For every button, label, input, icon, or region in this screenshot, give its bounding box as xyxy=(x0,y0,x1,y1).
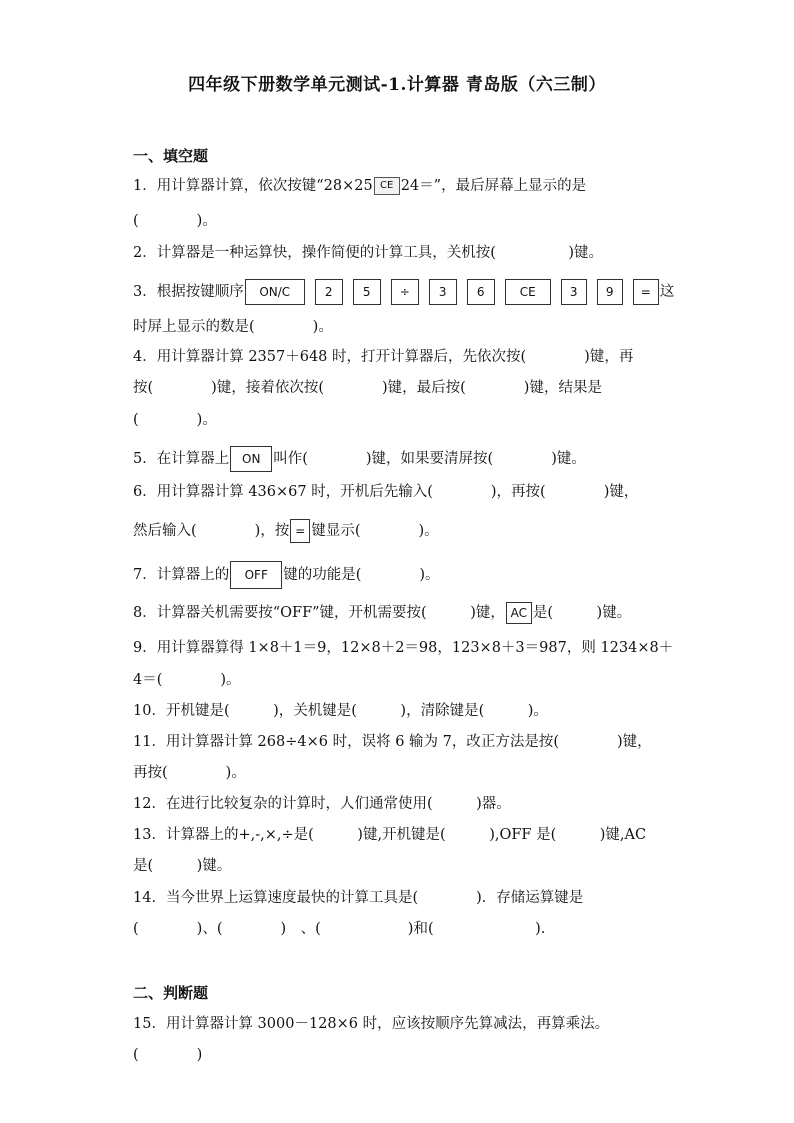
key-ac: AC xyxy=(506,602,532,624)
key-3: 3 xyxy=(429,279,457,305)
question-2: 2．计算器是一种运算快，操作简便的计算工具，关机按( )键。 xyxy=(133,245,604,261)
question-11-line1: 11．用计算器计算 268÷4×6 时，误将 6 输为 7，改正方法是按( )键， xyxy=(133,734,652,750)
key-equals-small: = xyxy=(290,519,310,543)
section-heading-true-false: 二、判断题 xyxy=(133,984,209,1002)
key-on-c: ON/C xyxy=(245,279,305,305)
question-12: 12．在进行比较复杂的计算时，人们通常使用( )器。 xyxy=(133,796,511,812)
question-13-line1: 13．计算器上的+,-,×,÷是( )键,开机键是( ),OFF 是( )键,AC xyxy=(133,827,647,843)
question-10: 10．开机键是( )，关机键是( )，清除键是( )。 xyxy=(133,703,548,719)
question-15: 15．用计算器计算 3000－128×6 时，应该按顺序先算减法，再算乘法。 xyxy=(133,1016,610,1032)
section-heading-fill-blank: 一、填空题 xyxy=(133,147,209,165)
question-3-cont: 时屏上显示的数是( )。 xyxy=(133,319,333,335)
question-4-line1: 4．用计算器计算 2357＋648 时，打开计算器后，先依次按( )键，再 xyxy=(133,349,634,365)
question-14-line1: 14．当今世界上运算速度最快的计算工具是( )．存储运算键是 xyxy=(133,890,584,906)
question-6-line2: 然后输入( )，按 = 键显示( )。 xyxy=(133,519,439,543)
question-6-line1: 6．用计算器计算 436×67 时，开机后先输入( )，再按( )键， xyxy=(133,484,639,500)
question-1: 1．用计算器计算，依次按键“28×25 CE 24＝”，最后屏幕上显示的是 xyxy=(133,178,587,194)
key-divide: ÷ xyxy=(391,279,419,305)
key-on: ON xyxy=(230,446,272,472)
key-3b: 3 xyxy=(561,279,587,305)
key-ce: CE xyxy=(505,279,551,305)
question-4-line2: 按( )键，接着依次按( )键，最后按( )键，结果是 xyxy=(133,380,602,396)
key-off: OFF xyxy=(230,561,282,589)
question-5: 5．在计算器上 ON 叫作( )键，如果要清屏按( )键。 xyxy=(133,446,586,472)
question-11-line2: 再按( )。 xyxy=(133,765,246,781)
question-3: 3．根据按键顺序 ON/C 2 5 ÷ 3 6 CE 3 9 = 这 xyxy=(133,279,674,305)
key-equals: = xyxy=(633,279,659,305)
question-4-line3: ( )。 xyxy=(133,412,217,428)
key-2: 2 xyxy=(315,279,343,305)
question-1-answer: ( )。 xyxy=(133,213,217,229)
question-14-line2: ( )、( ) 、( )和( ). xyxy=(133,921,546,937)
key-9: 9 xyxy=(597,279,623,305)
question-9-line2: 4＝( )。 xyxy=(133,672,241,688)
question-7: 7．计算器上的 OFF 键的功能是( )。 xyxy=(133,561,440,589)
question-8: 8．计算器关机需要按“OFF”键，开机需要按( )键， AC 是( )键。 xyxy=(133,602,631,624)
key-sequence xyxy=(244,279,660,305)
question-15-answer: ( ) xyxy=(133,1047,203,1063)
key-6: 6 xyxy=(467,279,495,305)
key-5: 5 xyxy=(353,279,381,305)
ce-key: CE xyxy=(374,177,400,195)
question-13-line2: 是( )键。 xyxy=(133,858,232,874)
question-9-line1: 9．用计算器算得 1×8＋1＝9，12×8＋2＝98，123×8＋3＝987，则 1234×8＋ xyxy=(133,640,674,656)
page-title: 四年级下册数学单元测试-1.计算器 青岛版（六三制） xyxy=(188,75,606,95)
